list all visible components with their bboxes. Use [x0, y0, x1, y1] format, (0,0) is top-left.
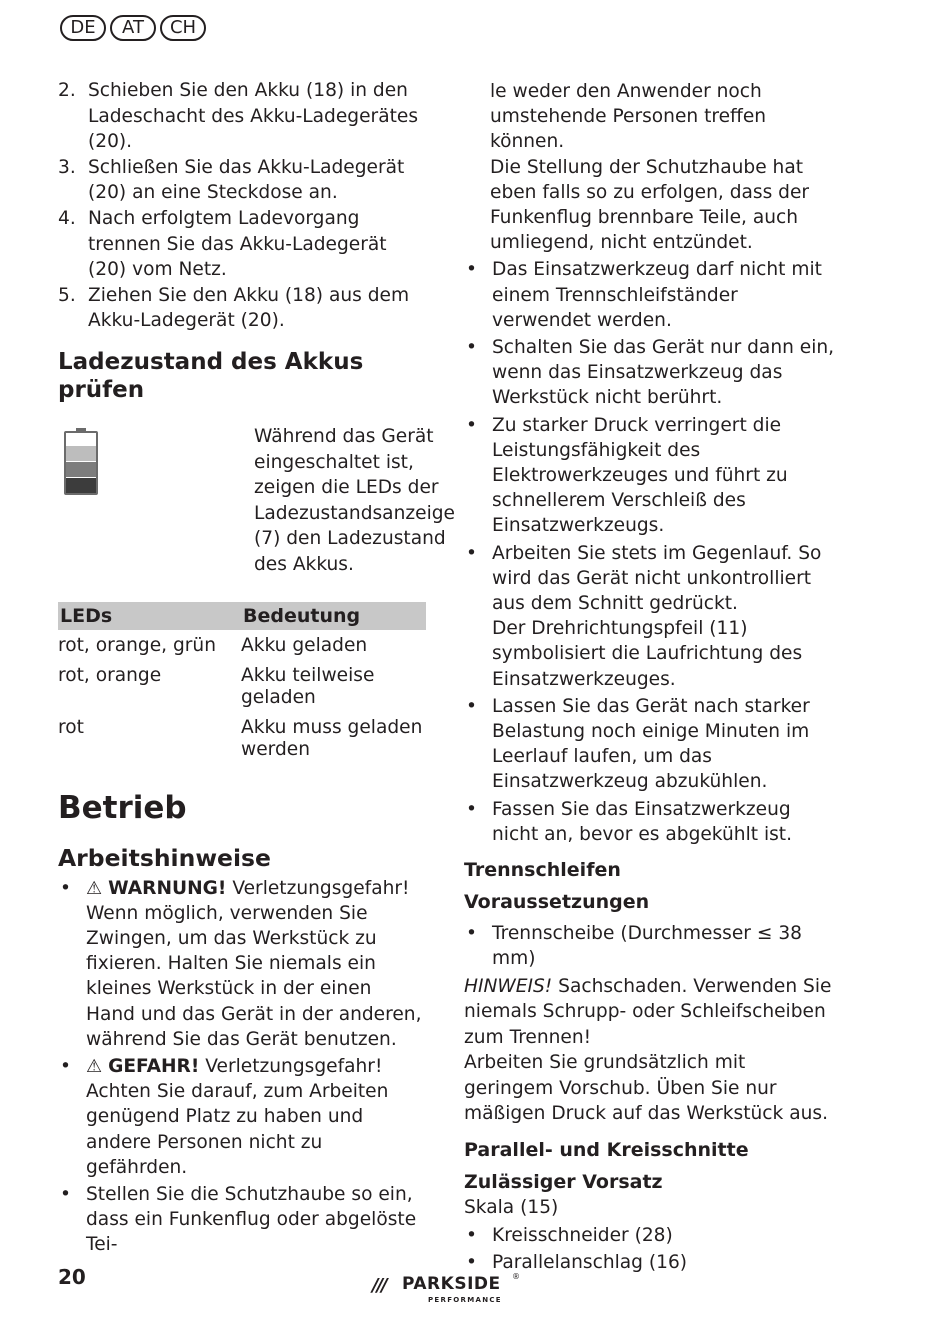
table-row — [58, 630, 426, 660]
step-item — [58, 78, 426, 155]
logo-stripes-icon: /// — [372, 1275, 386, 1296]
step-text: Nach erfolgtem Ladevorgang trennen Sie das Akku-Ladegerät (20) vom Netz. — [88, 207, 387, 281]
list-item: • Stellen Sie die Schutzhaube so ein, dass ein Funkenflug oder abgelöste Tei- — [58, 1182, 426, 1258]
battery-icon — [64, 428, 98, 495]
table-header-leds: LEDs — [58, 602, 241, 630]
warning-label: WARNUNG! — [108, 877, 227, 899]
list-item: • Schalten Sie das Gerät nur dann ein, wenn das Einsatzwerkzeug das Werkstück nicht berührt. — [464, 335, 836, 411]
list-item-text: Kreisschneider (28) — [492, 1224, 673, 1246]
list-item-text: Fassen Sie das Einsatzwerkzeug nicht an, bevor es abgekühlt ist. — [492, 798, 792, 845]
danger-text: Verletzungsgefahr! Achten Sie darauf, zum Arbeiten genügend Platz zu haben und andere Personen nicht zu gefährden. — [86, 1055, 389, 1178]
left-column — [58, 78, 455, 1260]
battery-graphic — [58, 424, 254, 578]
list-item: • Trennscheibe (Durchmesser ≤ 38 mm) — [464, 921, 836, 971]
list-item: • ⚠ GEFAHR! Verletzungsgefahr! Achten Sie darauf, zum Arbeiten genügend Platz zu haben und andere Personen nicht zu gefährden. — [60, 1055, 389, 1178]
list-item: • ⚠ WARNUNG! Verletzungsgefahr! Wenn möglich, verwenden Sie Zwingen, um das Werkstück zu fixieren. Halten Sie niemals ein kleines Werkstück in der einen Hand und das Gerät in der anderen, während Sie das Gerät benutzen. — [60, 877, 422, 1050]
badge-ch: CH — [160, 15, 206, 41]
table-cell: rot, orange — [58, 664, 162, 686]
logo-brand: PARKSIDE — [402, 1274, 501, 1294]
step-number: 4. — [58, 207, 76, 229]
requirements-list — [464, 921, 836, 971]
step-item — [58, 155, 426, 206]
table-cell: rot, orange, grün — [58, 634, 217, 656]
table-header-row — [58, 602, 426, 630]
step-item — [58, 283, 426, 334]
charging-steps — [58, 78, 426, 334]
list-item-text: Stellen Sie die Schutzhaube so ein, dass ein Funkenflug oder abgelöste Tei- — [86, 1183, 417, 1256]
list-item: • Kreisschneider (28) — [464, 1223, 836, 1248]
step-item — [58, 206, 426, 283]
logo-registered: ® — [512, 1272, 520, 1281]
heading-vorsatz: Zulässiger Vorsatz — [464, 1171, 663, 1194]
step-text: Schieben Sie den Akku (18) in den Ladeschacht des Akku-Ladegerätes (20). — [88, 80, 419, 153]
work-paragraph: Arbeiten Sie grundsätzlich mit geringem Vorschub. Üben Sie nur mäßigen Druck auf das Werkstück aus. — [464, 1052, 828, 1125]
warning-icon: ⚠ — [86, 877, 103, 899]
step-number: 5. — [58, 284, 76, 306]
list-item: • Zu starker Druck verringert die Leistungsfähigkeit des Elektrowerkzeuges und führt zu schnellerem Verschleiß des Einsatzwerkzeugs. — [464, 413, 836, 539]
right-column — [464, 79, 836, 1277]
subsection-title: Arbeitshinweise — [58, 843, 271, 872]
work-notes-list — [58, 876, 426, 1258]
charge-heading: Ladezustand des Akkus prüfen — [58, 348, 364, 403]
list-item-text: Trennscheibe (Durchmesser ≤ 38 mm) — [492, 923, 802, 970]
attachment-list — [464, 1223, 836, 1275]
step-number: 2. — [58, 80, 76, 101]
charge-description: Während das Gerät eingeschaltet ist, zeigen die LEDs der Ladezustandsanzeige (7) den Ladezustand des Akkus. — [254, 425, 455, 575]
country-badges — [60, 15, 206, 41]
scale-text: Skala (15) — [464, 1197, 559, 1219]
right-notes-list — [464, 257, 836, 847]
list-item-text: Zu starker Druck verringert die Leistungsfähigkeit des Elektrowerkzeuges und führt zu schnellerem Verschleiß des Einsatzwerkzeugs. — [492, 414, 788, 537]
list-item: • Lassen Sie das Gerät nach starker Belastung noch einige Minuten im Leerlauf laufen, um das Einsatzwerkzeug abzukühlen. — [464, 694, 836, 795]
list-item: • Arbeiten Sie stets im Gegenlauf. So wird das Gerät nicht unkontrolliert aus dem Schnitt gedrückt. Der Drehrichtungspfeil (11) symbolisiert die Laufrichtung des Einsatzwerkzeuges. — [466, 542, 822, 690]
table-cell: Akku geladen — [241, 634, 368, 656]
step-text: Schließen Sie das Akku-Ladegerät (20) an eine Steckdose an. — [88, 156, 405, 204]
page-number: 20 — [58, 1265, 86, 1289]
heading-voraussetzungen: Voraussetzungen — [464, 891, 650, 914]
list-item-text: Arbeiten Sie stets im Gegenlauf. So wird das Gerät nicht unkontrolliert aus dem Schnitt gedrückt. — [492, 542, 822, 615]
notice-paragraph — [464, 974, 836, 1051]
list-item-text: Parallelanschlag (16) — [492, 1251, 688, 1273]
warning-icon: ⚠ — [86, 1055, 103, 1077]
parkside-logo — [372, 1272, 532, 1312]
list-item: • Parallelanschlag (16) — [464, 1250, 836, 1275]
notice-text: Sachschaden. Verwenden Sie niemals Schrupp- oder Schleifscheiben zum Trennen! — [464, 975, 832, 1048]
continuation-text: le weder den Anwender noch umstehende Personen treffen können. — [490, 81, 767, 153]
table-row — [58, 712, 426, 764]
rotation-note: Der Drehrichtungspfeil (11) symbolisiert die Laufrichtung des Einsatzwerkzeuges. — [492, 618, 803, 690]
notice-label: HINWEIS! — [464, 975, 553, 997]
table-cell: Akku muss geladen werden — [241, 716, 423, 760]
table-row — [58, 660, 426, 712]
list-item-text: Schalten Sie das Gerät nur dann ein, wenn das Einsatzwerkzeug das Werkstück nicht berührt. — [492, 337, 835, 409]
table-header-meaning: Bedeutung — [241, 602, 426, 630]
step-number: 3. — [58, 156, 76, 178]
step-text: Ziehen Sie den Akku (18) aus dem Akku-Ladegerät (20). — [88, 284, 410, 332]
danger-label: GEFAHR! — [108, 1055, 200, 1077]
badge-de: DE — [60, 15, 106, 41]
list-item: • Das Einsatzwerkzeug darf nicht mit einem Trennschleifständer verwendet werden. — [464, 257, 836, 333]
table-cell: rot — [58, 716, 84, 738]
heading-parallel: Parallel- und Kreisschnitte — [464, 1139, 749, 1162]
heading-trennschleifen: Trennschleifen — [464, 859, 621, 882]
list-item: • Fassen Sie das Einsatzwerkzeug nicht an, bevor es abgekühlt ist. — [464, 797, 836, 847]
list-item-text: Das Einsatzwerkzeug darf nicht mit einem Trennschleifständer verwendet werden. — [492, 259, 822, 331]
warning-text: Verletzungsgefahr! Wenn möglich, verwenden Sie Zwingen, um das Werkstück zu fixieren. Halten Sie niemals ein kleines Werkstück in der einen Hand und das Gerät in der anderen, während Sie das Gerät benutzen. — [86, 877, 422, 1050]
badge-at: AT — [110, 15, 156, 41]
charge-indicator-row — [58, 424, 455, 578]
led-table — [58, 602, 426, 764]
table-cell: Akku teilweise geladen — [241, 664, 375, 708]
logo-subtitle: PERFORMANCE — [428, 1296, 502, 1304]
section-title: Betrieb — [58, 789, 187, 826]
list-item-text: Lassen Sie das Gerät nach starker Belastung noch einige Minuten im Leerlauf laufen, um das Einsatzwerkzeug abzukühlen. — [492, 695, 810, 793]
continuation-text-2: Die Stellung der Schutzhaube hat eben falls so zu erfolgen, dass der Funkenflug brennbare Teile, auch umliegend, nicht entzündet. — [490, 156, 810, 254]
